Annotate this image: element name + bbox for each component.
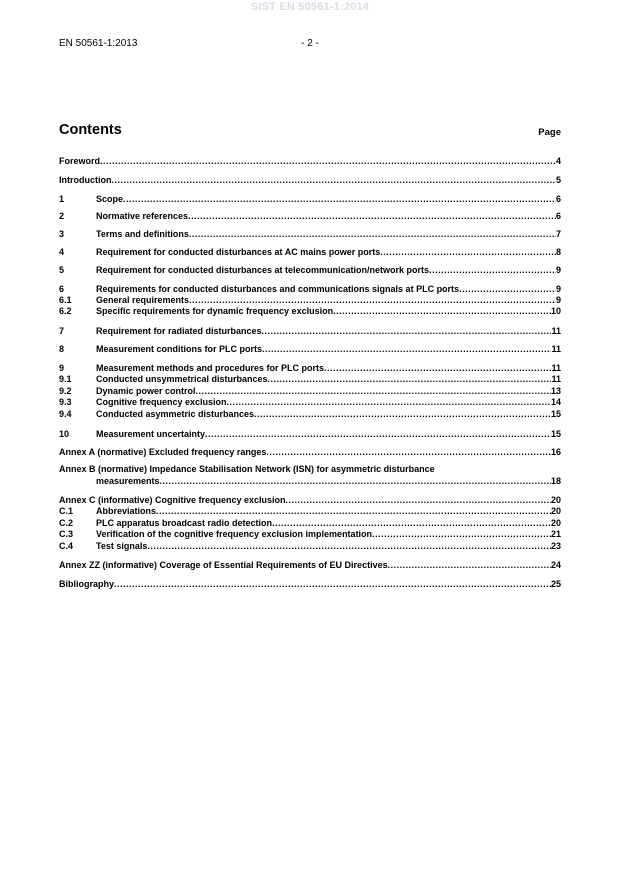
toc-entry-section-6-2[interactable]: 6.2 Specific requirements for dynamic frequency exclusion ..... 10	[59, 305, 561, 317]
toc-entry-scope[interactable]: 1 Scope ..... 6	[59, 193, 561, 205]
toc-entry-section-9-3[interactable]: 9.3 Cognitive frequency exclusion ..... 14	[59, 396, 561, 408]
toc-entry-normative-references[interactable]: 2 Normative references ..... 6	[59, 210, 561, 222]
toc-entry-annex-c[interactable]: Annex C (informative) Cognitive frequency exclusion ..... 20	[59, 494, 561, 506]
document-id: EN 50561-1:2013	[59, 38, 138, 49]
toc-entry-annex-c-3[interactable]: C.3 Verification of the cognitive frequency exclusion implementation ..... 21	[59, 528, 561, 540]
toc-entry-annex-c-4[interactable]: C.4 Test signals ..... 23	[59, 540, 561, 552]
toc-entry-section-10[interactable]: 10 Measurement uncertainty ..... 15	[59, 428, 561, 440]
toc-entry-foreword[interactable]: Foreword ..... 4	[59, 155, 561, 167]
toc-entry-section-8[interactable]: 8 Measurement conditions for PLC ports ..... 11	[59, 343, 561, 355]
toc-entry-annex-b-title[interactable]: Annex B (normative) Impedance Stabilisation Network (ISN) for asymmetric disturbance	[59, 464, 435, 474]
toc-entry-introduction[interactable]: Introduction ..... 5	[59, 174, 561, 186]
toc-entry-annex-c-1[interactable]: C.1 Abbreviations ..... 20	[59, 505, 561, 517]
toc-entry-annex-c-2[interactable]: C.2 PLC apparatus broadcast radio detection ..... 20	[59, 517, 561, 529]
toc-entry-section-9-2[interactable]: 9.2 Dynamic power control ..... 13	[59, 385, 561, 397]
toc-entry-section-9-1[interactable]: 9.1 Conducted unsymmetrical disturbances ..... 11	[59, 373, 561, 385]
toc-entry-section-9[interactable]: 9 Measurement methods and procedures for PLC ports ..... 11	[59, 362, 561, 374]
watermark: SIST EN 50561-1:2014	[250, 1, 370, 13]
toc-entry-annex-zz[interactable]: Annex ZZ (informative) Coverage of Essential Requirements of EU Directives ..... 24	[59, 559, 561, 571]
toc-entry-annex-a[interactable]: Annex A (normative) Excluded frequency ranges ..... 16	[59, 446, 561, 458]
page-number: - 2 -	[301, 38, 319, 49]
toc-entry-section-5[interactable]: 5 Requirement for conducted disturbances at telecommunication/network ports ..... 9	[59, 264, 561, 276]
toc-entry-section-9-4[interactable]: 9.4 Conducted asymmetric disturbances ..... 15	[59, 408, 561, 420]
toc-entry-terms-definitions[interactable]: 3 Terms and definitions ..... 7	[59, 228, 561, 240]
contents-title: Contents	[59, 122, 122, 138]
toc-entry-bibliography[interactable]: Bibliography ..... 25	[59, 578, 561, 590]
page-column-label: Page	[538, 127, 561, 138]
toc-entry-annex-b[interactable]: measurements ..... 18	[59, 475, 561, 487]
toc-entry-section-7[interactable]: 7 Requirement for radiated disturbances ..... 11	[59, 325, 561, 337]
toc-entry-section-4[interactable]: 4 Requirement for conducted disturbances at AC mains power ports ..... 8	[59, 246, 561, 258]
toc-entry-section-6[interactable]: 6 Requirements for conducted disturbances and communications signals at PLC ports ..... 9	[59, 283, 561, 295]
toc-entry-section-6-1[interactable]: 6.1 General requirements ..... 9	[59, 294, 561, 306]
